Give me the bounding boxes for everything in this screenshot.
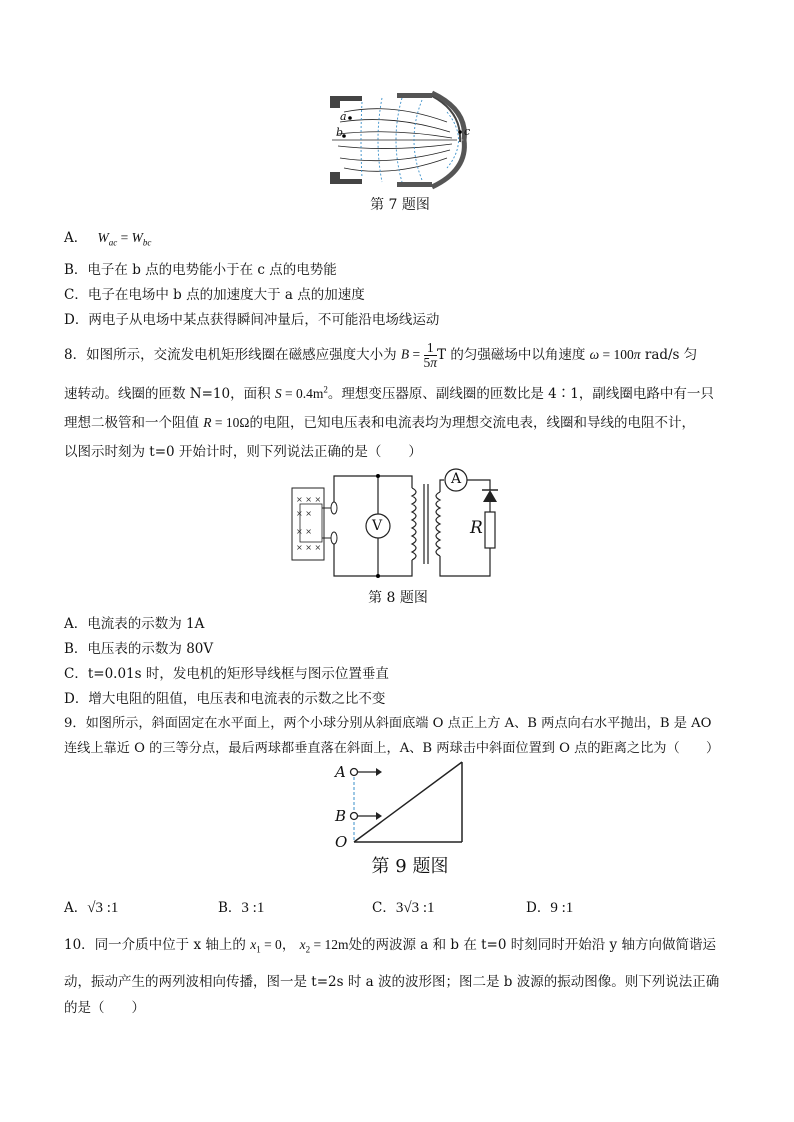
q7-option-c-letter: C． bbox=[64, 287, 88, 303]
q8-stem-1a: 如图所示，交流发电机矩形线圈在磁感应强度大小为 bbox=[86, 347, 397, 363]
q8-stem-line1 bbox=[64, 341, 697, 370]
q9-figure-caption: 第 9 题图 bbox=[371, 856, 449, 877]
q9-stem-line1 bbox=[64, 712, 711, 731]
q7-option-a-letter: A． bbox=[64, 230, 88, 246]
q8-figure-caption: 第 8 题图 bbox=[368, 590, 428, 606]
q8-stem-1c: rad/s 匀 bbox=[644, 347, 698, 363]
q8-option-a bbox=[64, 612, 204, 632]
svg-text:× × ×: × × × bbox=[296, 543, 322, 552]
q8-option-b bbox=[64, 637, 213, 657]
q8-stem-3b: 的电阻，已知电压表和电流表均为理想交流电表，线圈和导线的电阻不计， bbox=[249, 415, 695, 431]
q9-option-b-letter: B． bbox=[218, 900, 242, 916]
q9-label-o: O bbox=[335, 833, 348, 851]
q8-formula-b: B = $\frac{1}{5\pi}$ bbox=[400, 340, 438, 370]
q8-option-d-letter: D． bbox=[64, 691, 89, 707]
q7-option-b-text: 电子在 b 点的电势能小于在 c 点的电势能 bbox=[87, 262, 337, 278]
q9-option-d bbox=[526, 896, 573, 917]
q8-stem-4: 以图示时刻为 t=0 开始计时，则下列说法正确的是（ ） bbox=[64, 444, 422, 460]
q8-stem-line3 bbox=[64, 411, 695, 431]
svg-text:× × ×: × × × bbox=[296, 495, 322, 504]
q8-option-a-text: 电流表的示数为 1A bbox=[87, 616, 205, 632]
q9-option-b bbox=[218, 896, 264, 917]
q7-option-b-letter: B． bbox=[64, 262, 88, 278]
q7-option-c bbox=[64, 283, 365, 303]
q9-option-a-letter: A． bbox=[64, 900, 88, 916]
q7-option-a-formula: $W_{ac} = W_{bc}$ bbox=[97, 230, 152, 248]
q9-stem-line2 bbox=[64, 737, 719, 756]
q7-field-figure bbox=[322, 92, 472, 188]
q8-option-d bbox=[64, 687, 385, 707]
q8-stem-line4 bbox=[64, 440, 422, 460]
q10-stem-3: 的是（ ） bbox=[64, 1000, 145, 1016]
q7-option-d bbox=[64, 308, 439, 328]
q9-stem-1: 如图所示，斜面固定在水平面上，两个小球分别从斜面底端 O 点正上方 A、B 两点向右水平抛出，B 是 AO bbox=[85, 716, 712, 731]
q8-option-b-letter: B． bbox=[64, 641, 88, 657]
q10-stem-1b: ， bbox=[281, 937, 296, 953]
q9-option-b-text: 3 :1 bbox=[241, 900, 265, 916]
q10-formula-x1: $x_1 = 0$ bbox=[250, 937, 282, 955]
q7-option-d-text: 两电子从电场中某点获得瞬间冲量后，不可能沿电场线运动 bbox=[88, 312, 440, 328]
q8-stem-3a: 理想二极管和一个阻值 bbox=[64, 415, 199, 431]
q10-stem-1a: 同一介质中位于 x 轴上的 bbox=[94, 937, 246, 953]
q9-option-c-letter: C． bbox=[372, 900, 396, 916]
q9-option-a-text: √3 :1 bbox=[87, 900, 119, 916]
svg-text:× ×: × × bbox=[296, 527, 312, 536]
q7-label-b: b bbox=[336, 126, 344, 139]
q7-label-c: c bbox=[464, 125, 471, 138]
q10-number: 10． bbox=[64, 937, 95, 953]
svg-text:× ×: × × bbox=[296, 509, 312, 518]
q7-figure-caption: 第 7 题图 bbox=[370, 197, 430, 213]
q8-resistor-label: R bbox=[470, 518, 483, 538]
q9-option-d-text: 9 :1 bbox=[550, 900, 574, 916]
q10-stem-1c: 处的两波源 a 和 b 在 t=0 时刻同时开始沿 y 轴方向做简谐运 bbox=[348, 937, 716, 953]
q7-option-b bbox=[64, 258, 337, 278]
q8-formula-r: R = 10Ω bbox=[203, 415, 250, 430]
q8-stem-1b: T 的匀强磁场中以角速度 bbox=[437, 347, 586, 363]
q9-option-d-letter: D． bbox=[526, 900, 551, 916]
q9-number: 9． bbox=[64, 716, 86, 731]
q8-formula-area: $S = 0.4m^2$ bbox=[274, 384, 328, 401]
q8-ammeter-label: A bbox=[451, 471, 462, 487]
q8-formula-omega: ω = 100π bbox=[589, 347, 641, 362]
q8-voltmeter-label: V bbox=[372, 518, 383, 534]
q9-option-c bbox=[372, 896, 435, 917]
q8-option-a-letter: A． bbox=[64, 616, 88, 632]
q9-option-c-text: 3√3 :1 bbox=[395, 900, 435, 916]
q8-option-c-text: t=0.01s 时，发电机的矩形导线框与图示位置垂直 bbox=[87, 666, 389, 682]
q8-stem-2a: 速转动。线圈的匝数 N=10，面积 bbox=[64, 386, 271, 402]
q8-option-c bbox=[64, 662, 389, 682]
q8-option-b-text: 电压表的示数为 80V bbox=[87, 641, 214, 657]
q8-stem-line2 bbox=[64, 382, 714, 402]
q10-stem-line3 bbox=[64, 996, 145, 1016]
q10-stem-line2 bbox=[64, 970, 719, 990]
q10-formula-x2: $x_2 = 12m$ bbox=[299, 937, 349, 955]
q9-stem-2: 连线上靠近 O 的三等分点，最后两球都垂直落在斜面上，A、B 两球击中斜面位置到 O 点的距离之比为（ ） bbox=[64, 741, 720, 756]
q7-label-a: a bbox=[340, 110, 347, 123]
q8-number: 8． bbox=[64, 347, 87, 363]
q9-incline-figure bbox=[330, 758, 470, 850]
q10-stem-2: 动，振动产生的两列波相向传播，图一是 t=2s 时 a 波的波形图；图二是 b 波源的振动图像。则下列说法正确 bbox=[64, 974, 720, 990]
q9-label-a: A bbox=[335, 763, 346, 781]
q9-label-b: B bbox=[335, 807, 347, 825]
q7-option-d-letter: D． bbox=[64, 312, 89, 328]
q9-option-a bbox=[64, 896, 118, 917]
q8-stem-2b: 。理想变压器原、副线圈的匝数比是 4∶1，副线圈电路中有一只 bbox=[327, 386, 714, 402]
q8-option-d-text: 增大电阻的阻值，电压表和电流表的示数之比不变 bbox=[88, 691, 386, 707]
q7-option-c-text: 电子在电场中 b 点的加速度大于 a 点的加速度 bbox=[87, 287, 365, 303]
q7-option-a bbox=[64, 226, 151, 248]
q8-option-c-letter: C． bbox=[64, 666, 88, 682]
q10-stem-line1 bbox=[64, 933, 716, 955]
